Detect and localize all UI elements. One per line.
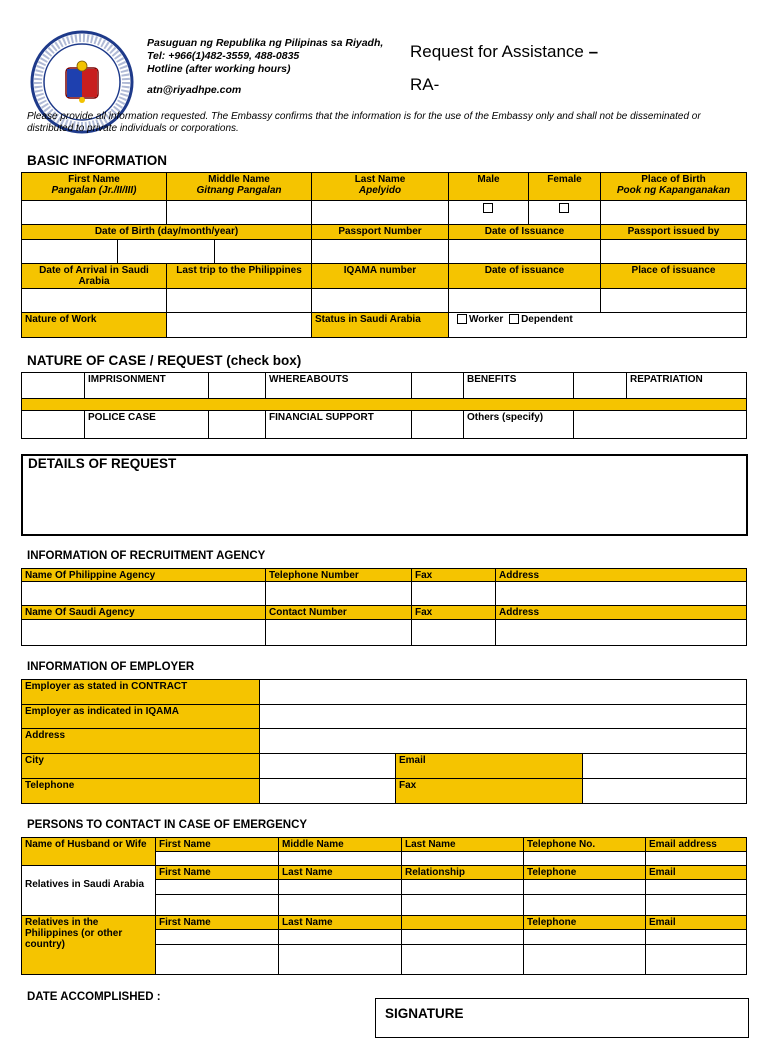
ph-last-name-field-1[interactable] — [279, 930, 402, 945]
saudi-agency-header: Name Of Saudi Agency — [22, 606, 266, 620]
telephone-number-header: Telephone Number — [266, 569, 412, 582]
benefits-checkbox-cell[interactable] — [412, 373, 464, 399]
employer-email-field[interactable] — [583, 754, 746, 779]
police-case-label: POLICE CASE — [85, 411, 209, 438]
dependent-checkbox[interactable] — [509, 314, 519, 324]
passport-issued-by-header: Passport issued by — [601, 225, 746, 240]
male-cell — [449, 201, 529, 225]
whereabouts-label: WHEREABOUTS — [266, 373, 412, 399]
passport-number-header: Passport Number — [312, 225, 449, 240]
place-of-birth-sublabel: Pook ng Kapanganakan — [616, 185, 731, 196]
section-recruitment-agency: INFORMATION OF RECRUITMENT AGENCY — [27, 550, 266, 562]
nature-of-work-field[interactable] — [167, 313, 312, 337]
relatives-saudi-label: Relatives in Saudi Arabia — [22, 866, 156, 916]
privacy-notice: Please provide all information requested. The Embassy confirms that the information is for the use of the Embassy only and shall not be disseminated or distributed to private individuals or corporations. — [27, 111, 701, 134]
spouse-email-field[interactable] — [646, 852, 746, 866]
fax2-header: Fax — [412, 606, 496, 620]
middle-name-field[interactable] — [167, 201, 312, 225]
iqama-number-header: IQAMA number — [312, 264, 449, 289]
section-emergency-contacts: PERSONS TO CONTACT IN CASE OF EMERGENCY — [27, 819, 308, 831]
ph-agency-field[interactable] — [22, 582, 266, 606]
saudi-telephone-header: Telephone — [524, 866, 646, 880]
spouse-telephone-header: Telephone No. — [524, 838, 646, 852]
ph-last-name-header: Last Name — [279, 916, 402, 930]
place-of-birth-header — [601, 173, 746, 201]
saudi-relationship-field-1[interactable] — [402, 880, 524, 895]
employer-email-label: Email — [396, 754, 583, 779]
section-basic-information: BASIC INFORMATION — [27, 153, 167, 168]
employer-fax-field[interactable] — [583, 779, 746, 803]
fax-field[interactable] — [412, 582, 496, 606]
spouse-first-name-header: First Name — [156, 838, 279, 852]
ph-blank-header — [402, 916, 524, 930]
saudi-email-header: Email — [646, 866, 746, 880]
date-of-issuance-header: Date of Issuance — [449, 225, 601, 240]
worker-checkbox[interactable] — [457, 314, 467, 324]
ph-telephone-field-1[interactable] — [524, 930, 646, 945]
ph-email-header: Email — [646, 916, 746, 930]
others-label: Others (specify) — [464, 411, 574, 438]
arrival-date-field[interactable] — [22, 289, 167, 313]
female-header: Female — [529, 173, 601, 201]
spouse-middle-name-header: Middle Name — [279, 838, 402, 852]
recruitment-agency-table — [21, 568, 747, 646]
spouse-first-name-field[interactable] — [156, 852, 279, 866]
address-field[interactable] — [496, 582, 746, 606]
employer-address-label: Address — [22, 729, 260, 754]
dob-day-field[interactable] — [22, 240, 118, 264]
contact-number-header: Contact Number — [266, 606, 412, 620]
iqama-number-field[interactable] — [312, 289, 449, 313]
ph-agency-header: Name Of Philippine Agency — [22, 569, 266, 582]
arrival-date-header: Date of Arrival in Saudi Arabia — [22, 264, 167, 289]
saudi-relationship-field-2[interactable] — [402, 895, 524, 916]
nature-of-case-table — [21, 372, 747, 439]
embassy-name: Pasuguan ng Republika ng Pilipinas sa Riyadh, — [147, 37, 384, 49]
passport-number-field[interactable] — [312, 240, 449, 264]
nature-divider-row — [22, 399, 746, 411]
last-name-field[interactable] — [312, 201, 449, 225]
emergency-contacts-table — [21, 837, 747, 975]
ph-first-name-field-2[interactable] — [156, 945, 279, 974]
financial-support-label: FINANCIAL SUPPORT — [266, 411, 412, 438]
repatriation-checkbox-cell[interactable] — [574, 373, 627, 399]
embassy-hotline: Hotline (after working hours) — [147, 63, 291, 75]
saudi-email-field-2[interactable] — [646, 895, 746, 916]
date-of-issuance-field[interactable] — [449, 240, 601, 264]
employer-city-field[interactable] — [260, 754, 396, 779]
middle-name-sublabel: Gitnang Pangalan — [196, 185, 282, 196]
dependent-label: Dependent — [521, 314, 573, 325]
place-of-issuance-header: Place of issuance — [601, 264, 746, 289]
nature-title-note: (check box) — [222, 353, 302, 368]
last-name-header — [312, 173, 449, 201]
dob-month-field[interactable] — [118, 240, 215, 264]
ph-telephone-field-2[interactable] — [524, 945, 646, 974]
iqama-date-of-issuance-field[interactable] — [449, 289, 601, 313]
last-name-sublabel: Apelyido — [358, 185, 402, 196]
employer-iqama-label: Employer as indicated in IQAMA — [22, 705, 260, 729]
ph-first-name-header: First Name — [156, 916, 279, 930]
place-of-issuance-field[interactable] — [601, 289, 746, 313]
place-of-birth-label: Place of Birth — [641, 174, 706, 185]
ph-telephone-header: Telephone — [524, 916, 646, 930]
spouse-email-header: Email address — [646, 838, 746, 852]
last-name-label: Last Name — [354, 174, 406, 185]
saudi-first-name-header: First Name — [156, 866, 279, 880]
worker-label: Worker — [469, 314, 504, 325]
first-name-field[interactable] — [22, 201, 167, 225]
saudi-agency-field[interactable] — [22, 620, 266, 645]
place-of-birth-field[interactable] — [601, 201, 746, 225]
spouse-telephone-field[interactable] — [524, 852, 646, 866]
employer-contract-label: Employer as stated in CONTRACT — [22, 680, 260, 705]
embassy-contact-block — [147, 37, 383, 76]
section-nature-of-case — [27, 353, 301, 368]
last-trip-field[interactable] — [167, 289, 312, 313]
first-name-sublabel: Pangalan (Jr./II/III) — [51, 185, 137, 196]
dob-year-field[interactable] — [215, 240, 312, 264]
saudi-email-field-1[interactable] — [646, 880, 746, 895]
date-accomplished-label: DATE ACCOMPLISHED : — [27, 991, 161, 1003]
address-header: Address — [496, 569, 746, 582]
relatives-ph-label: Relatives in the Philippines (or other country) — [22, 916, 156, 974]
section-employer: INFORMATION OF EMPLOYER — [27, 661, 195, 673]
ph-relationship-field-2[interactable] — [402, 945, 524, 974]
dob-header: Date of Birth (day/month/year) — [22, 225, 312, 240]
male-header: Male — [449, 173, 529, 201]
saudi-telephone-field-2[interactable] — [524, 895, 646, 916]
address2-header: Address — [496, 606, 746, 620]
saudi-last-name-field-1[interactable] — [279, 880, 402, 895]
passport-issued-by-field[interactable] — [601, 240, 746, 264]
whereabouts-checkbox-cell[interactable] — [209, 373, 266, 399]
first-name-label: First Name — [68, 174, 120, 185]
telephone-number-field[interactable] — [266, 582, 412, 606]
saudi-first-name-field-1[interactable] — [156, 880, 279, 895]
form-title-dash: – — [588, 42, 599, 61]
imprisonment-label: IMPRISONMENT — [85, 373, 209, 399]
employer-address-field[interactable] — [260, 729, 746, 754]
iqama-date-of-issuance-header: Date of issuance — [449, 264, 601, 289]
saudi-relationship-header: Relationship — [402, 866, 524, 880]
employer-telephone-label: Telephone — [22, 779, 260, 803]
employer-table — [21, 679, 747, 804]
others-specify-field[interactable] — [574, 411, 746, 438]
signature-label: SIGNATURE — [385, 1006, 464, 1021]
ph-first-name-field-1[interactable] — [156, 930, 279, 945]
status-label: Status in Saudi Arabia — [312, 313, 449, 337]
others-checkbox-cell[interactable] — [412, 411, 464, 438]
saudi-first-name-field-2[interactable] — [156, 895, 279, 916]
fax-header: Fax — [412, 569, 496, 582]
form-title-text: Request for Assistance — [410, 42, 589, 61]
contact-number-field[interactable] — [266, 620, 412, 645]
employer-fax-label: Fax — [396, 779, 583, 803]
ph-relationship-field-1[interactable] — [402, 930, 524, 945]
female-checkbox[interactable] — [559, 203, 569, 213]
embassy-email[interactable]: atn@riyadhpe.com — [147, 84, 242, 96]
first-name-header — [22, 173, 167, 201]
ph-email-field-2[interactable] — [646, 945, 746, 974]
saudi-last-name-field-2[interactable] — [279, 895, 402, 916]
last-trip-header: Last trip to the Philippines — [167, 264, 312, 289]
fax2-field[interactable] — [412, 620, 496, 645]
benefits-label: BENEFITS — [464, 373, 574, 399]
employer-contract-field[interactable] — [260, 680, 746, 705]
middle-name-label: Middle Name — [208, 174, 270, 185]
male-checkbox[interactable] — [483, 203, 493, 213]
employer-iqama-field[interactable] — [260, 705, 746, 729]
police-case-checkbox-cell[interactable] — [22, 411, 85, 438]
saudi-telephone-field-1[interactable] — [524, 880, 646, 895]
repatriation-label: REPATRIATION — [627, 373, 746, 399]
ph-email-field-1[interactable] — [646, 930, 746, 945]
spouse-last-name-header: Last Name — [402, 838, 524, 852]
nature-of-work-label: Nature of Work — [22, 313, 167, 337]
embassy-tel: Tel: +966(1)482-3559, 488-0835 — [147, 50, 300, 62]
female-cell — [529, 201, 601, 225]
middle-name-header — [167, 173, 312, 201]
imprisonment-checkbox-cell[interactable] — [22, 373, 85, 399]
form-title — [410, 42, 598, 62]
employer-city-label: City — [22, 754, 260, 779]
address2-field[interactable] — [496, 620, 746, 645]
financial-support-checkbox-cell[interactable] — [209, 411, 266, 438]
saudi-last-name-header: Last Name — [279, 866, 402, 880]
employer-telephone-field[interactable] — [260, 779, 396, 803]
husband-wife-label: Name of Husband or Wife — [22, 838, 156, 866]
ra-number: RA- — [410, 75, 440, 94]
details-of-request-title: DETAILS OF REQUEST — [28, 456, 177, 471]
basic-info-table — [21, 172, 747, 338]
spouse-middle-name-field[interactable] — [279, 852, 402, 866]
nature-title: NATURE OF CASE / REQUEST — [27, 353, 223, 368]
status-options — [449, 313, 746, 337]
ph-last-name-field-2[interactable] — [279, 945, 402, 974]
spouse-last-name-field[interactable] — [402, 852, 524, 866]
